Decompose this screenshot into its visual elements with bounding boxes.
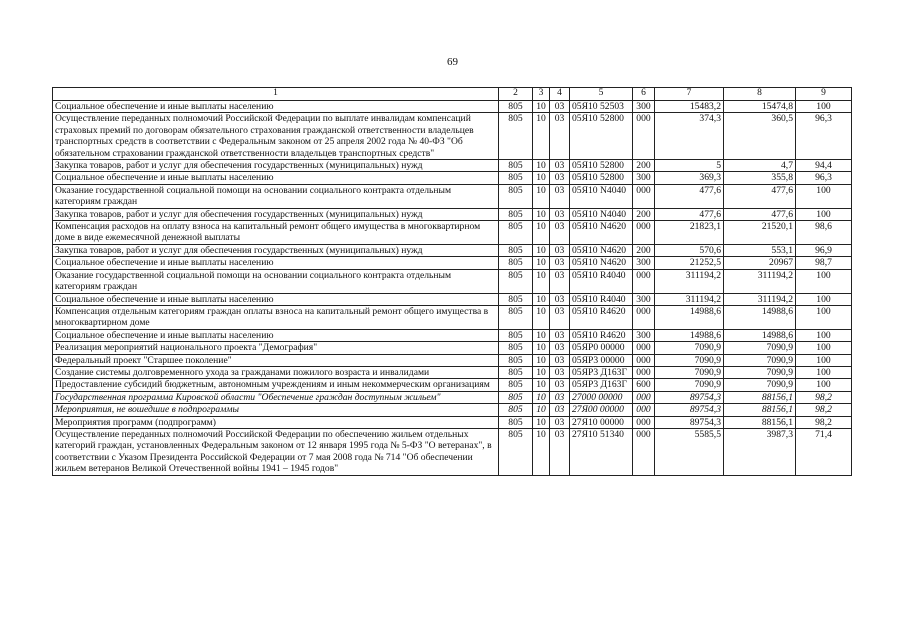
row-planned-cell: 7090,9: [655, 366, 724, 378]
row-name-cell: Социальное обеспечение и иные выплаты населению: [53, 257, 499, 269]
row-percent-cell: 100: [796, 379, 852, 391]
row-percent-cell: 96,3: [796, 113, 852, 160]
table-row: [53, 172, 852, 184]
row-expense-type-cell: 000: [633, 428, 655, 475]
row-expense-type-cell: 200: [633, 208, 655, 220]
row-admin-code-cell: 805: [499, 379, 533, 391]
row-planned-cell: 14988,6: [655, 305, 724, 329]
row-section-cell: 10: [533, 208, 550, 220]
row-subsection-cell: 03: [550, 101, 570, 113]
row-subsection-cell: 03: [550, 329, 570, 341]
row-target-article-cell: 27Я10 00000: [570, 416, 633, 428]
row-target-article-cell: 27000 00000: [570, 391, 633, 403]
row-expense-type-cell: 000: [633, 416, 655, 428]
row-subsection-cell: 03: [550, 379, 570, 391]
row-executed-cell: 477,6: [724, 184, 796, 208]
row-expense-type-cell: 000: [633, 342, 655, 354]
row-admin-code-cell: 805: [499, 391, 533, 403]
row-admin-code-cell: 805: [499, 257, 533, 269]
row-subsection-cell: 03: [550, 354, 570, 366]
row-percent-cell: 98,2: [796, 391, 852, 403]
row-admin-code-cell: 805: [499, 293, 533, 305]
row-name-cell: Социальное обеспечение и иные выплаты населению: [53, 293, 499, 305]
row-admin-code-cell: 805: [499, 329, 533, 341]
row-name-cell: Социальное обеспечение и иные выплаты населению: [53, 101, 499, 113]
row-section-cell: 10: [533, 293, 550, 305]
row-target-article-cell: 05Я10 52800: [570, 160, 633, 172]
row-subsection-cell: 03: [550, 342, 570, 354]
row-expense-type-cell: 000: [633, 354, 655, 366]
row-name-cell: Мероприятия программ (подпрограмм): [53, 416, 499, 428]
row-executed-cell: 4,7: [724, 160, 796, 172]
row-name-cell: Оказание государственной социальной помощи на основании социального контракта отдельным категориям граждан: [53, 184, 499, 208]
row-target-article-cell: 05Я10 N4620: [570, 221, 633, 245]
table-row: [53, 269, 852, 293]
row-percent-cell: 100: [796, 184, 852, 208]
row-subsection-cell: 03: [550, 244, 570, 256]
table-row: [53, 221, 852, 245]
row-expense-type-cell: 300: [633, 293, 655, 305]
row-executed-cell: 20967: [724, 257, 796, 269]
row-name-cell: Социальное обеспечение и иные выплаты населению: [53, 329, 499, 341]
column-header: 3: [533, 88, 550, 101]
row-planned-cell: 374,3: [655, 113, 724, 160]
row-planned-cell: 89754,3: [655, 391, 724, 403]
row-executed-cell: 3987,3: [724, 428, 796, 475]
row-executed-cell: 355,8: [724, 172, 796, 184]
row-name-cell: Федеральный проект "Старшее поколение": [53, 354, 499, 366]
row-expense-type-cell: 300: [633, 329, 655, 341]
row-planned-cell: 369,3: [655, 172, 724, 184]
row-expense-type-cell: 000: [633, 391, 655, 403]
row-section-cell: 10: [533, 101, 550, 113]
row-subsection-cell: 03: [550, 208, 570, 220]
row-executed-cell: 7090,9: [724, 366, 796, 378]
row-planned-cell: 89754,3: [655, 416, 724, 428]
row-subsection-cell: 03: [550, 221, 570, 245]
row-admin-code-cell: 805: [499, 113, 533, 160]
table-row: [53, 257, 852, 269]
row-admin-code-cell: 805: [499, 354, 533, 366]
row-expense-type-cell: 000: [633, 305, 655, 329]
row-admin-code-cell: 805: [499, 269, 533, 293]
row-percent-cell: 100: [796, 305, 852, 329]
row-target-article-cell: 05Я10 52503: [570, 101, 633, 113]
table-row: [53, 244, 852, 256]
row-name-cell: Закупка товаров, работ и услуг для обеспечения государственных (муниципальных) нужд: [53, 160, 499, 172]
row-expense-type-cell: 200: [633, 244, 655, 256]
table-row: [53, 379, 852, 391]
row-expense-type-cell: 300: [633, 172, 655, 184]
column-header: 6: [633, 88, 655, 101]
row-name-cell: Осуществление переданных полномочий Российской Федерации по обеспечению жильем отдельных категорий граждан, установленных Федеральным законом от 12 января 1995 года № 5-ФЗ "О ветеранах", в соответствии с Указом Президента Российской Федерации от 7 мая 2008 года № 714 "Об обеспечении жильем ветеранов Великой Отечественной войны 1941 – 1945 годов": [53, 428, 499, 475]
row-subsection-cell: 03: [550, 404, 570, 416]
row-section-cell: 10: [533, 416, 550, 428]
row-target-article-cell: 05Я10 52800: [570, 172, 633, 184]
row-percent-cell: 98,2: [796, 416, 852, 428]
row-section-cell: 10: [533, 379, 550, 391]
row-subsection-cell: 03: [550, 172, 570, 184]
row-admin-code-cell: 805: [499, 342, 533, 354]
row-subsection-cell: 03: [550, 416, 570, 428]
row-planned-cell: 7090,9: [655, 354, 724, 366]
row-target-article-cell: 05Я10 N4620: [570, 244, 633, 256]
row-target-article-cell: 05Я10 52800: [570, 113, 633, 160]
row-target-article-cell: 05Я10 R4620: [570, 305, 633, 329]
row-executed-cell: 311194,2: [724, 269, 796, 293]
row-planned-cell: 311194,2: [655, 269, 724, 293]
row-subsection-cell: 03: [550, 257, 570, 269]
row-section-cell: 10: [533, 305, 550, 329]
table-row: [53, 329, 852, 341]
row-percent-cell: 100: [796, 342, 852, 354]
row-target-article-cell: 05Я10 R4620: [570, 329, 633, 341]
table-row: [53, 160, 852, 172]
row-name-cell: Мероприятия, не вошедшие в подпрограммы: [53, 404, 499, 416]
row-planned-cell: 89754,3: [655, 404, 724, 416]
table-row: [53, 428, 852, 475]
row-subsection-cell: 03: [550, 160, 570, 172]
row-executed-cell: 7090,9: [724, 379, 796, 391]
column-header: 9: [796, 88, 852, 101]
row-section-cell: 10: [533, 113, 550, 160]
budget-table: [52, 87, 852, 476]
row-name-cell: Компенсация отдельным категориям граждан оплаты взноса на капитальный ремонт общего имущества в многоквартирном доме: [53, 305, 499, 329]
row-executed-cell: 14988,6: [724, 305, 796, 329]
row-section-cell: 10: [533, 257, 550, 269]
row-planned-cell: 7090,9: [655, 379, 724, 391]
row-target-article-cell: 05Я10 N4040: [570, 208, 633, 220]
row-subsection-cell: 03: [550, 113, 570, 160]
row-section-cell: 10: [533, 244, 550, 256]
table-row: [53, 391, 852, 403]
row-admin-code-cell: 805: [499, 244, 533, 256]
row-executed-cell: 553,1: [724, 244, 796, 256]
row-target-article-cell: 05ЯР3 Д163Г: [570, 366, 633, 378]
row-expense-type-cell: 200: [633, 160, 655, 172]
row-target-article-cell: 05Я10 R4040: [570, 293, 633, 305]
table-row: [53, 416, 852, 428]
column-header: 7: [655, 88, 724, 101]
row-planned-cell: 477,6: [655, 184, 724, 208]
row-subsection-cell: 03: [550, 428, 570, 475]
column-header: 8: [724, 88, 796, 101]
table-row: [53, 101, 852, 113]
row-subsection-cell: 03: [550, 293, 570, 305]
row-expense-type-cell: 000: [633, 404, 655, 416]
row-planned-cell: 477,6: [655, 208, 724, 220]
column-header: 1: [53, 88, 499, 101]
row-target-article-cell: 05ЯР3 00000: [570, 354, 633, 366]
row-percent-cell: 98,7: [796, 257, 852, 269]
row-expense-type-cell: 000: [633, 366, 655, 378]
row-section-cell: 10: [533, 221, 550, 245]
row-section-cell: 10: [533, 160, 550, 172]
row-executed-cell: 14988,6: [724, 329, 796, 341]
row-planned-cell: 570,6: [655, 244, 724, 256]
row-name-cell: Закупка товаров, работ и услуг для обеспечения государственных (муниципальных) нужд: [53, 244, 499, 256]
row-executed-cell: 360,5: [724, 113, 796, 160]
row-percent-cell: 100: [796, 269, 852, 293]
table-row: [53, 342, 852, 354]
row-planned-cell: 311194,2: [655, 293, 724, 305]
table-row: [53, 354, 852, 366]
row-subsection-cell: 03: [550, 391, 570, 403]
table-row: [53, 366, 852, 378]
row-subsection-cell: 03: [550, 269, 570, 293]
row-name-cell: Предоставление субсидий бюджетным, автономным учреждениям и иным некоммерческим организациям: [53, 379, 499, 391]
row-percent-cell: 98,2: [796, 404, 852, 416]
row-expense-type-cell: 600: [633, 379, 655, 391]
row-name-cell: Реализация мероприятий национального проекта "Демография": [53, 342, 499, 354]
column-header: 5: [570, 88, 633, 101]
row-planned-cell: 7090,9: [655, 342, 724, 354]
row-admin-code-cell: 805: [499, 221, 533, 245]
row-expense-type-cell: 300: [633, 257, 655, 269]
row-expense-type-cell: 000: [633, 184, 655, 208]
row-section-cell: 10: [533, 184, 550, 208]
row-expense-type-cell: 000: [633, 269, 655, 293]
row-subsection-cell: 03: [550, 184, 570, 208]
row-admin-code-cell: 805: [499, 184, 533, 208]
row-executed-cell: 88156,1: [724, 391, 796, 403]
row-admin-code-cell: 805: [499, 101, 533, 113]
row-planned-cell: 5: [655, 160, 724, 172]
row-percent-cell: 94,4: [796, 160, 852, 172]
row-expense-type-cell: 300: [633, 101, 655, 113]
column-header: 4: [550, 88, 570, 101]
row-name-cell: Оказание государственной социальной помощи на основании социального контракта отдельным категориям граждан: [53, 269, 499, 293]
table-header-row: [53, 88, 852, 101]
row-admin-code-cell: 805: [499, 404, 533, 416]
row-expense-type-cell: 000: [633, 113, 655, 160]
column-header: 2: [499, 88, 533, 101]
row-name-cell: Создание системы долговременного ухода за гражданами пожилого возраста и инвалидами: [53, 366, 499, 378]
row-admin-code-cell: 805: [499, 208, 533, 220]
table-row: [53, 293, 852, 305]
table-body: [53, 101, 852, 476]
row-planned-cell: 21823,1: [655, 221, 724, 245]
row-target-article-cell: 05ЯР0 00000: [570, 342, 633, 354]
table-row: [53, 208, 852, 220]
row-section-cell: 10: [533, 342, 550, 354]
row-target-article-cell: 05Я10 R4040: [570, 269, 633, 293]
row-percent-cell: 98,6: [796, 221, 852, 245]
row-percent-cell: 100: [796, 354, 852, 366]
row-target-article-cell: 27Я10 51340: [570, 428, 633, 475]
row-name-cell: Компенсация расходов на оплату взноса на капитальный ремонт общего имущества в многоквартирном доме в виде ежемесячной денежной выплаты: [53, 221, 499, 245]
table-row: [53, 113, 852, 160]
table-row: [53, 184, 852, 208]
row-admin-code-cell: 805: [499, 416, 533, 428]
row-target-article-cell: 27Я00 00000: [570, 404, 633, 416]
row-target-article-cell: 05Я10 N4620: [570, 257, 633, 269]
row-section-cell: 10: [533, 404, 550, 416]
row-name-cell: Государственная программа Кировской области "Обеспечение граждан доступным жильем": [53, 391, 499, 403]
row-executed-cell: 7090,9: [724, 354, 796, 366]
row-percent-cell: 71,4: [796, 428, 852, 475]
row-planned-cell: 5585,5: [655, 428, 724, 475]
row-executed-cell: 88156,1: [724, 404, 796, 416]
row-admin-code-cell: 805: [499, 160, 533, 172]
row-percent-cell: 96,9: [796, 244, 852, 256]
row-percent-cell: 100: [796, 329, 852, 341]
row-percent-cell: 100: [796, 293, 852, 305]
row-executed-cell: 311194,2: [724, 293, 796, 305]
row-executed-cell: 21520,1: [724, 221, 796, 245]
row-target-article-cell: 05Я10 N4040: [570, 184, 633, 208]
row-subsection-cell: 03: [550, 366, 570, 378]
row-name-cell: Социальное обеспечение и иные выплаты населению: [53, 172, 499, 184]
page-number: 69: [447, 56, 458, 68]
row-section-cell: 10: [533, 172, 550, 184]
row-planned-cell: 15483,2: [655, 101, 724, 113]
row-executed-cell: 477,6: [724, 208, 796, 220]
row-name-cell: Осуществление переданных полномочий Российской Федерации по выплате инвалидам компенсаций страховых премий по договорам обязательного страхования гражданской ответственности владельцев транспортных средств в соответствии с Федеральным законом от 25 апреля 2002 года № 40-ФЗ "Об обязательном страховании гражданской ответственности владельцев транспортных средств": [53, 113, 499, 160]
row-percent-cell: 100: [796, 366, 852, 378]
row-admin-code-cell: 805: [499, 366, 533, 378]
row-percent-cell: 100: [796, 208, 852, 220]
row-section-cell: 10: [533, 329, 550, 341]
table-row: [53, 404, 852, 416]
row-admin-code-cell: 805: [499, 172, 533, 184]
row-percent-cell: 100: [796, 101, 852, 113]
row-executed-cell: 7090,9: [724, 342, 796, 354]
row-executed-cell: 88156,1: [724, 416, 796, 428]
row-name-cell: Закупка товаров, работ и услуг для обеспечения государственных (муниципальных) нужд: [53, 208, 499, 220]
row-section-cell: 10: [533, 428, 550, 475]
row-percent-cell: 96,3: [796, 172, 852, 184]
row-subsection-cell: 03: [550, 305, 570, 329]
row-planned-cell: 21252,5: [655, 257, 724, 269]
row-admin-code-cell: 805: [499, 305, 533, 329]
row-section-cell: 10: [533, 366, 550, 378]
table-row: [53, 305, 852, 329]
row-executed-cell: 15474,8: [724, 101, 796, 113]
row-target-article-cell: 05ЯР3 Д163Г: [570, 379, 633, 391]
row-admin-code-cell: 805: [499, 428, 533, 475]
row-section-cell: 10: [533, 354, 550, 366]
row-section-cell: 10: [533, 269, 550, 293]
row-section-cell: 10: [533, 391, 550, 403]
row-expense-type-cell: 000: [633, 221, 655, 245]
row-planned-cell: 14988,6: [655, 329, 724, 341]
